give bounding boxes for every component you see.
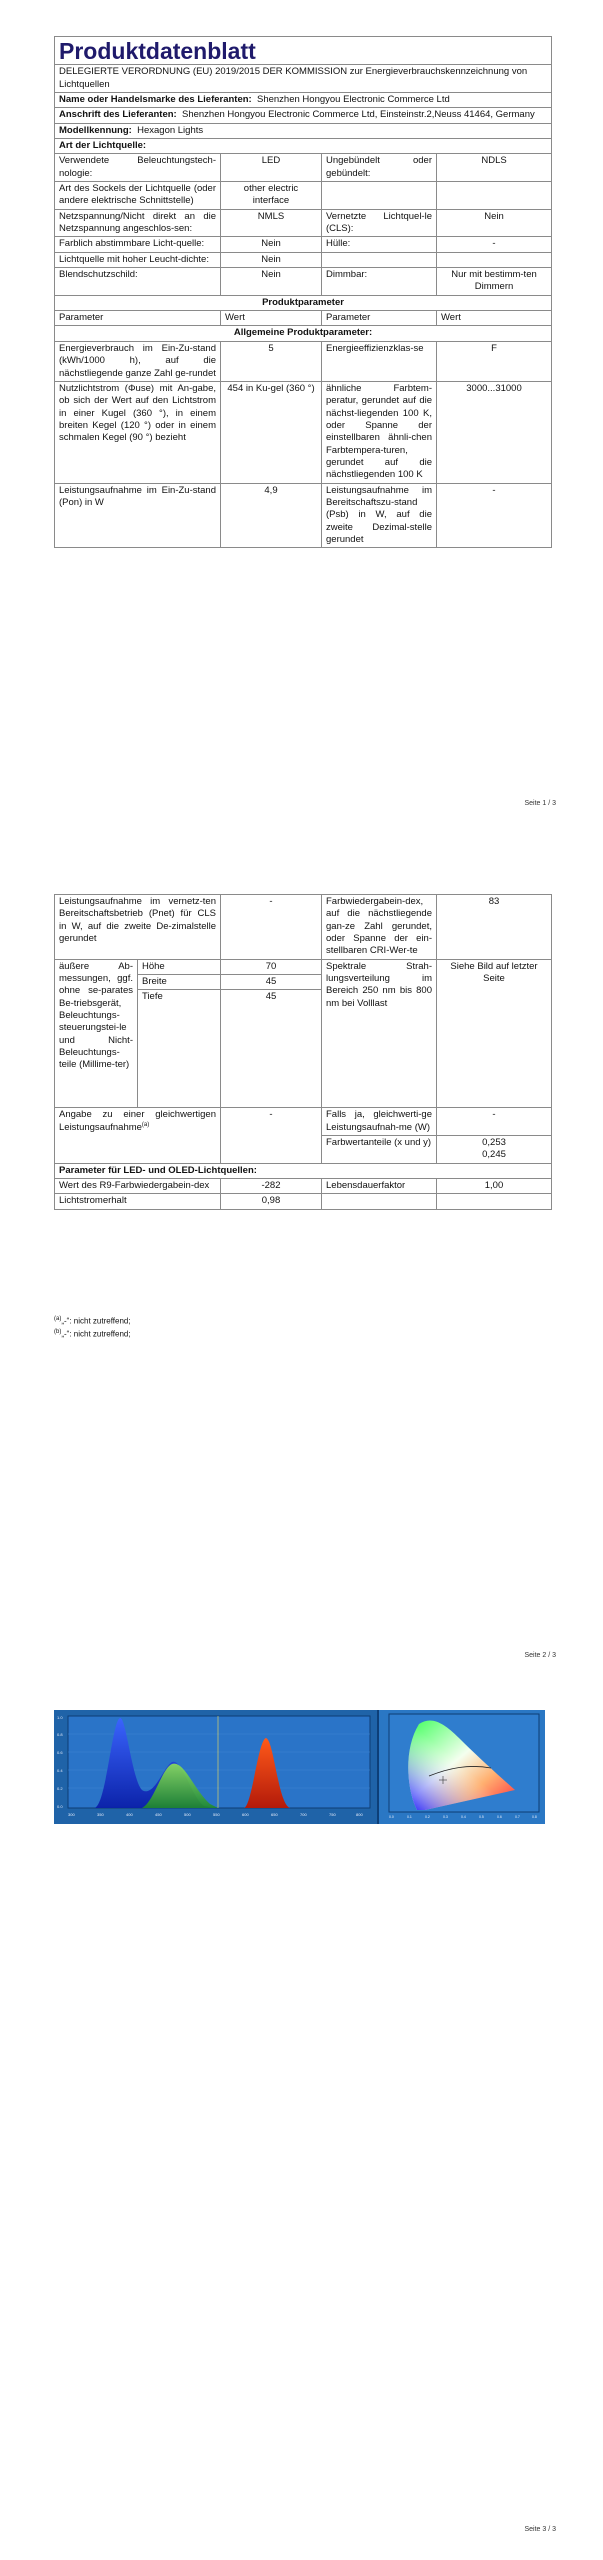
footnote-ref: (a)	[141, 1121, 150, 1128]
cie-tick-label: 0.8	[532, 1815, 537, 1819]
x-tick-label: 450	[155, 1812, 162, 1817]
cell-label: Lichtstromerhalt	[55, 1194, 221, 1209]
cell-label: Nutzlichtstrom (Φuse) mit An-gabe, ob sich der Wert auf den Lichtstrom in einer Kugel (360 °), in einem breiten Kegel (120 °) oder in einem schmalen Kegel (90 °) bezieht	[55, 381, 221, 483]
cell-value: Nein	[221, 252, 322, 267]
cell-label: Breite	[138, 975, 221, 990]
led-params-heading: Parameter für LED- und OLED-Lichtquellen:	[55, 1163, 552, 1178]
cell-label: Vernetzte Lichtquel-le (CLS):	[322, 209, 437, 237]
col-header-parameter: Parameter	[322, 311, 437, 326]
chroma-x: 0,253	[482, 1137, 506, 1149]
cie-tick-label: 0.6	[497, 1815, 502, 1819]
cell-label: Netzspannung/Nicht direkt an die Netzspannung angeschlos-sen:	[55, 209, 221, 237]
type-section-heading: Art der Lichtquelle:	[55, 139, 552, 154]
cell-label: Energieverbrauch im Ein-Zu-stand (kWh/1000 h), auf die nächstliegende ganze Zahl ge-rundet	[55, 341, 221, 381]
supplier-name-label: Name oder Handelsmarke des Lieferanten:	[59, 93, 252, 105]
cell-value: Nein	[221, 268, 322, 296]
table-row	[55, 895, 552, 960]
col-header-parameter: Parameter	[55, 311, 221, 326]
y-tick-label: 0.2	[57, 1786, 63, 1791]
cell-value: -	[221, 1108, 322, 1163]
cell-label: Falls ja, gleichwerti-ge Leistungsaufnah-me (W)	[322, 1108, 437, 1136]
table-row	[55, 341, 552, 381]
page-3	[0, 1660, 603, 2560]
cell-label	[322, 252, 437, 267]
supplier-name: Shenzhen Hongyou Electronic Commerce Ltd	[257, 93, 450, 105]
supplier-address: Shenzhen Hongyou Electronic Commerce Ltd, Einsteinstr.2,Neuss 41464, Germany	[182, 109, 535, 121]
x-ticks	[68, 1812, 363, 1817]
cell-value: F	[437, 341, 552, 381]
cell-value: 3000...31000	[437, 381, 552, 483]
cell-label: Wert des R9-Farbwiedergabein-dex	[55, 1179, 221, 1194]
page-number: Seite 3 / 3	[524, 2526, 556, 2533]
cell-label	[322, 1194, 437, 1209]
model-row	[55, 123, 552, 138]
x-tick-label: 600	[242, 1812, 249, 1817]
table-row	[55, 268, 552, 296]
cie-chromaticity-image	[377, 1710, 545, 1824]
cie-tick-label: 0.7	[515, 1815, 520, 1819]
cell-label: Hülle:	[322, 237, 437, 252]
net-standby-label: Leistungsaufnahme im vernetz-ten Bereitschaftsbetrieb (Pnet) für CLS in W, auf die zweite De-zimalstelle gerundet	[59, 896, 216, 945]
cell-label: Leistungsaufnahme im Ein-Zu-stand (Pon) in W	[55, 483, 221, 548]
cell-label: ähnliche Farbtem-peratur, gerundet auf die nächst-liegenden 100 K, oder Spanne der einstellbaren ähnli-chen Farbtempera-turen, gerundet auf die nächstliegenden 100 K	[322, 381, 437, 483]
page-number: Seite 1 / 3	[524, 800, 556, 807]
spectral-distribution-image	[54, 1710, 377, 1824]
supplier-address-row	[55, 108, 552, 123]
x-tick-label: 700	[300, 1812, 307, 1817]
cie-tick-label: 0.0	[389, 1815, 394, 1819]
cell-value: 83	[437, 895, 552, 960]
cell-value: -	[437, 1108, 552, 1136]
table-row	[55, 1194, 552, 1209]
table-row	[55, 237, 552, 252]
table-row	[55, 483, 552, 548]
table-row	[55, 959, 552, 974]
cell-value	[437, 182, 552, 210]
cell-label: Leistungsaufnahme im Bereitschaftszu-stand (Psb) in W, auf die zweite Dezimal-stelle gerundet	[322, 483, 437, 548]
cell-label: Spektrale Strah-lungsverteilung im Bereich 250 nm bis 800 nm bei Volllast	[322, 959, 437, 1108]
cell-value: -	[437, 237, 552, 252]
table-row	[55, 154, 552, 182]
cell-value: 5	[221, 341, 322, 381]
cell-value: 45	[221, 975, 322, 990]
cell-value: 454 in Ku-gel (360 °)	[221, 381, 322, 483]
footnote-b: $^{(b)}$„-“: nicht zutreffend;	[54, 1329, 131, 1340]
chroma-y: 0,245	[482, 1149, 506, 1161]
cell-value	[437, 1194, 552, 1209]
x-tick-label: 550	[213, 1812, 220, 1817]
cell-value: Nur mit bestimm-ten Dimmern	[437, 268, 552, 296]
cell-value: 70	[221, 959, 322, 974]
cell-label: Tiefe	[138, 990, 221, 1108]
table-row	[55, 1108, 552, 1136]
y-tick-label: 1.0	[57, 1715, 63, 1720]
cie-tick-label: 0.5	[479, 1815, 484, 1819]
x-tick-label: 650	[271, 1812, 278, 1817]
col-header-value: Wert	[221, 311, 322, 326]
cell-value: NDLS	[437, 154, 552, 182]
model-id: Hexagon Lights	[137, 124, 204, 136]
regulation-subtitle: DELEGIERTE VERORDNUNG (EU) 2019/2015 DER KOMMISSION zur Energieverbrauchskennzeichnung von Lichtquellen	[55, 65, 552, 93]
cell-value	[437, 1136, 552, 1164]
table-row	[55, 209, 552, 237]
cell-value: 0,98	[221, 1194, 322, 1209]
x-tick-label: 400	[126, 1812, 133, 1817]
cell-value	[437, 252, 552, 267]
cell-value: 45	[221, 990, 322, 1108]
cell-value: -	[221, 895, 322, 960]
page-2	[0, 830, 603, 1660]
x-tick-label: 350	[97, 1812, 104, 1817]
cell-value: -282	[221, 1179, 322, 1194]
cell-label: Energieeffizienzklas-se	[322, 341, 437, 381]
cell-label: Farbwertanteile (x und y)	[322, 1136, 437, 1164]
cell-label	[55, 1108, 221, 1163]
params-header-row	[55, 311, 552, 326]
cie-tick-label: 0.2	[425, 1815, 430, 1819]
cell-label	[55, 895, 221, 960]
cell-label: Art des Sockels der Lichtquelle (oder andere elektrische Schnittstelle)	[55, 182, 221, 210]
cell-value: 4,9	[221, 483, 322, 548]
cie-x-ticks	[389, 1815, 537, 1819]
cell-value: Siehe Bild auf letzter Seite	[437, 959, 552, 1108]
cell-label: Blendschutzschild:	[55, 268, 221, 296]
cell-label: Farbwiedergabein-dex, auf die nächstliegende gan-ze Zahl gerundet, oder Spanne der ein-stellbaren CRI-Wer-te	[322, 895, 437, 960]
cell-label: Farblich abstimmbare Licht-quelle:	[55, 237, 221, 252]
x-tick-label: 300	[68, 1812, 75, 1817]
cell-label: äußere Ab-messungen, ggf. ohne se-parates Be-triebsgerät, Beleuchtungs-steuerungstei-le und Nicht-Beleuchtungs-teile (Millime-ter)	[55, 959, 138, 1108]
product-params-heading: Produktparameter	[55, 295, 552, 310]
y-tick-label: 0.0	[57, 1804, 63, 1809]
y-tick-label: 0.8	[57, 1732, 63, 1737]
cell-label: Lichtquelle mit hoher Leucht-dichte:	[55, 252, 221, 267]
y-tick-label: 0.4	[57, 1768, 63, 1773]
footnote-a: $^{(a)}$„-“: nicht zutreffend;	[54, 1316, 131, 1326]
cell-label: Dimmbar:	[322, 268, 437, 296]
cell-value: -	[437, 483, 552, 548]
cell-label	[322, 182, 437, 210]
general-params-heading: Allgemeine Produktparameter:	[55, 326, 552, 341]
cell-value: other electric interface	[221, 182, 322, 210]
table-row	[55, 1179, 552, 1194]
cell-value: NMLS	[221, 209, 322, 237]
table-row	[55, 381, 552, 483]
y-ticks	[57, 1715, 63, 1809]
page-1	[0, 0, 603, 830]
cie-tick-label: 0.1	[407, 1815, 412, 1819]
model-label: Modellkennung:	[59, 124, 132, 136]
cell-label: Verwendete Beleuchtungstech-nologie:	[55, 154, 221, 182]
datasheet-table-p1	[54, 36, 552, 548]
y-tick-label: 0.6	[57, 1750, 63, 1755]
table-row	[55, 182, 552, 210]
supplier-name-row	[55, 92, 552, 107]
x-tick-label: 500	[184, 1812, 191, 1817]
equivalent-power-label: Angabe zu einer gleichwertigen Leistungsaufnahme	[59, 1109, 216, 1133]
table-row	[55, 252, 552, 267]
datasheet-table-p2	[54, 894, 552, 1210]
cie-tick-label: 0.4	[461, 1815, 466, 1819]
cell-value: Nein	[437, 209, 552, 237]
col-header-value: Wert	[437, 311, 552, 326]
cell-value: 1,00	[437, 1179, 552, 1194]
cell-label: Ungebündelt oder gebündelt:	[322, 154, 437, 182]
supplier-address-label: Anschrift des Lieferanten:	[59, 109, 177, 121]
cell-value: LED	[221, 154, 322, 182]
page-title: Produktdatenblatt	[55, 37, 552, 65]
cell-label: Lebensdauerfaktor	[322, 1179, 437, 1194]
page-number: Seite 2 / 3	[524, 1652, 556, 1659]
cell-label: Höhe	[138, 959, 221, 974]
cell-value: Nein	[221, 237, 322, 252]
x-tick-label: 750	[329, 1812, 336, 1817]
footnotes	[54, 1315, 131, 1342]
cie-diagram	[379, 1710, 545, 1824]
x-tick-label: 800	[356, 1812, 363, 1817]
spectrum-chart	[54, 1710, 377, 1824]
cie-tick-label: 0.3	[443, 1815, 448, 1819]
spectrum-figures	[54, 1710, 545, 1824]
